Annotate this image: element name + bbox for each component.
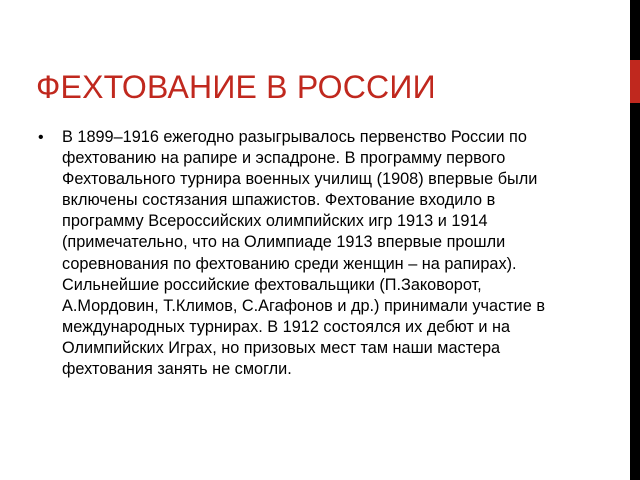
edge-accent-bar	[630, 60, 640, 103]
bullet-item	[38, 127, 558, 380]
bullet-marker: •	[38, 129, 44, 146]
bullet-list	[38, 127, 558, 380]
slide-title: ФЕХТОВАНИЕ В РОССИИ	[36, 69, 436, 105]
bullet-text: В 1899–1916 ежегодно разыгрывалось первенство России по фехтованию на рапире и эспадроне. В программу первого Фехтовального турнира военных училищ (1908) впервые были включены состязания шпажистов. Фехтование входило в программу Всероссийских олимпийских игр 1913 и 1914 (примечательно, что на Олимпиаде 1913 впервые прошли соревнования по фехтованию среди женщин – на рапирах). Сильнейшие российские фехтовальщики (П.Заковорот, А.Мордовин, Т.Климов, С.Агафонов и др.) принимали участие в международных турнирах. В 1912 состоялся их дебют и на Олимпийских Играх, но призовых мест там наши мастера фехтования занять не смогли.	[62, 128, 545, 379]
